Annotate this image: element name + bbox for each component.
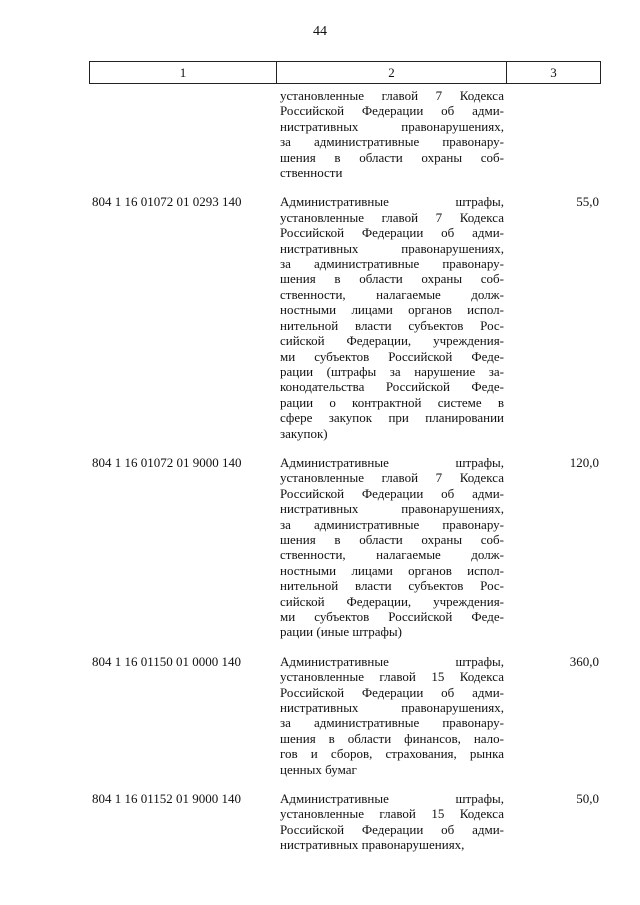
description-cell (276, 194, 504, 441)
description-line: шения в области охраны соб- (280, 531, 504, 547)
description-line: Административные штрафы, (280, 653, 504, 669)
table-row (89, 455, 601, 640)
description-line: сфере закупок при планировании (280, 410, 504, 426)
description-line: нистративных правонарушениях, (280, 837, 465, 853)
description-line: рации о контрактной системе в (280, 394, 504, 410)
column-header-1: 1 (90, 62, 277, 83)
description-cell (276, 455, 504, 640)
table-row (89, 791, 601, 853)
description-line: за административные правонару- (280, 256, 504, 272)
amount-cell (504, 88, 601, 180)
description-line: установленные главой 7 Кодекса (280, 88, 504, 103)
description-cell (276, 654, 504, 777)
description-line: сийской Федерации, учреждения- (280, 333, 504, 349)
description-line: ственности, налагаемые долж- (280, 547, 504, 563)
amount-cell: 360,0 (569, 653, 599, 669)
table-header (89, 61, 601, 84)
description-line: гов и сборов, страхования, рынка (280, 746, 504, 762)
description-line: установленные главой 7 Кодекса (280, 209, 504, 225)
description-line: Административные штрафы, (280, 194, 504, 210)
budget-code-cell: 804 1 16 01150 01 0000 140 (92, 653, 242, 669)
description-line: ми субъектов Российской Феде- (280, 609, 504, 624)
column-header-3: 3 (550, 64, 557, 80)
amount-cell: 50,0 (576, 791, 599, 807)
description-line: Российской Федерации об адми- (280, 821, 504, 837)
description-line: нительной власти субъектов Рос- (280, 317, 504, 333)
description-line: Административные штрафы, (280, 454, 504, 470)
description-line: рации (штрафы за нарушение за- (280, 363, 504, 379)
description-line: сийской Федерации, учреждения- (280, 593, 504, 609)
amount-cell: 120,0 (569, 454, 599, 470)
budget-code-cell: 804 1 16 01072 01 9000 140 (92, 454, 242, 470)
description-line: установленные главой 7 Кодекса (280, 470, 504, 486)
description-line: ценных бумаг (280, 761, 357, 777)
description-line: за административные правонару- (280, 516, 504, 532)
description-line: нистративных правонарушениях, (280, 700, 504, 716)
table-row (89, 194, 601, 441)
description-line: Российской Федерации об адми- (280, 225, 504, 241)
budget-code-cell: 804 1 16 01152 01 9000 140 (92, 791, 242, 807)
description-line: Административные штрафы, (280, 791, 504, 807)
description-line: шения в области финансов, нало- (280, 730, 504, 746)
description-line: конодательства Российской Феде- (280, 379, 504, 395)
description-line: рации (иные штрафы) (280, 624, 402, 640)
description-line: нистративных правонарушениях, (280, 240, 504, 256)
description-line: установленные главой 15 Кодекса (280, 669, 504, 685)
description-line: за административные правонару- (280, 134, 504, 150)
description-line: нистративных правонарушениях, (280, 501, 504, 517)
description-cell (276, 88, 504, 180)
column-header-2: 2 (277, 62, 507, 83)
budget-code-cell (89, 88, 276, 180)
page-number: 44 (313, 24, 327, 39)
description-line: Российской Федерации об адми- (280, 103, 504, 119)
description-line: нистративных правонарушениях, (280, 118, 504, 134)
table-row (89, 654, 601, 777)
description-line: ственности (280, 165, 343, 181)
description-cell (276, 791, 504, 853)
amount-cell: 55,0 (576, 194, 599, 210)
description-line: ственности, налагаемые долж- (280, 286, 504, 302)
table-row (89, 88, 601, 180)
description-line: закупок) (280, 425, 328, 441)
description-line: шения в области охраны соб- (280, 149, 504, 165)
description-line: нительной власти субъектов Рос- (280, 578, 504, 594)
description-line: ностными лицами органов испол- (280, 562, 504, 578)
description-line: ми субъектов Российской Феде- (280, 348, 504, 364)
description-line: шения в области охраны соб- (280, 271, 504, 287)
description-line: за административные правонару- (280, 715, 504, 731)
description-line: установленные главой 15 Кодекса (280, 806, 504, 822)
budget-code-cell: 804 1 16 01072 01 0293 140 (92, 194, 242, 210)
table-body (89, 88, 601, 867)
description-line: ностными лицами органов испол- (280, 302, 504, 318)
description-line: Российской Федерации об адми- (280, 485, 504, 501)
description-line: Российской Федерации об адми- (280, 684, 504, 700)
